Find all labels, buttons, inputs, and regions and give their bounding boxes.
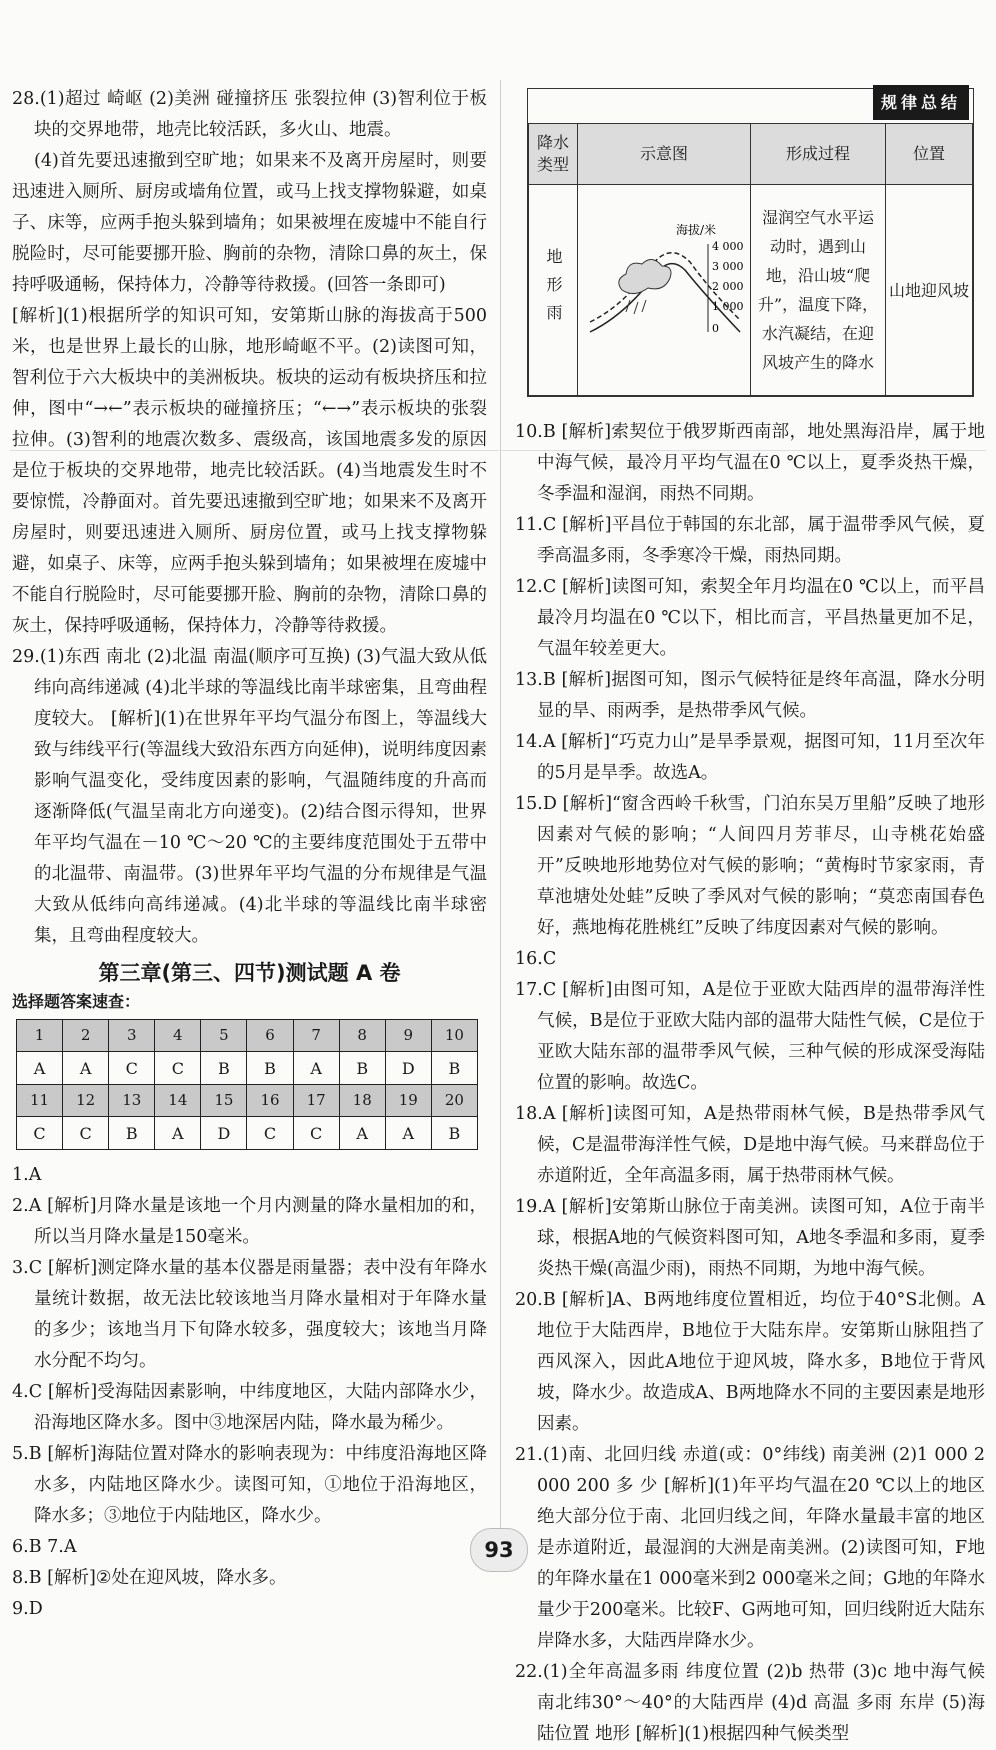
altitude-axis-title: 海拔/米 — [676, 223, 717, 237]
answer-number: 14 — [155, 1085, 201, 1117]
answer-item-9: 9.D — [12, 1599, 43, 1619]
answer-number: 1 — [17, 1020, 63, 1052]
answer-number: 10 — [431, 1020, 477, 1052]
answer-item-18: 18.A [解析]读图可知，A是热带雨林气候，B是热带季风气候，C是温带海洋性气候，D是地中海气候。马来群岛位于赤道附近，全年高温多雨，属于热带雨林气候。 — [515, 1104, 985, 1186]
answer-number: 12 — [63, 1085, 109, 1117]
answer-number: 9 — [385, 1020, 431, 1052]
answer-number: 8 — [339, 1020, 385, 1052]
altitude-tick: 1 000 — [712, 300, 744, 313]
orographic-rain-diagram — [578, 185, 751, 396]
altitude-tick: 3 000 — [712, 260, 744, 273]
answer-row-numbers — [17, 1085, 478, 1117]
answer-number: 15 — [201, 1085, 247, 1117]
q28-answer: 28.(1)超过 崎岖 (2)美洲 碰撞挤压 张裂拉伸 (3)智利位于板块的交界地带，地壳比较活跃，多火山、地震。 — [12, 89, 487, 140]
answer-item-4: 4.C [解析]受海陆因素影响，中纬度地区，大陆内部降水少，沿海地区降水多。图中③地深居内陆，降水最为稀少。 — [12, 1382, 487, 1433]
answer-cell: D — [385, 1052, 431, 1085]
rain-position: 山地迎风坡 — [886, 185, 973, 396]
answer-number: 19 — [385, 1085, 431, 1117]
answer-item-19: 19.A [解析]安第斯山脉位于南美洲。读图可知，A位于南半球，根据A地的气候资料图可知，A地冬季温和多雨，夏季炎热干燥(高温少雨)，雨热不同期，为地中海气候。 — [515, 1197, 985, 1279]
answer-item-11: 11.C [解析]平昌位于韩国的东北部，属于温带季风气候，夏季高温多雨，冬季寒冷干燥，雨热同期。 — [515, 515, 985, 566]
answer-item-12: 12.C [解析]读图可知，索契全年月均温在0 ℃以上，而平昌最冷月均温在0 ℃以下，相比而言，平昌热量更加不足，气温年较差更大。 — [515, 577, 985, 659]
answer-number: 20 — [431, 1085, 477, 1117]
answer-item-3: 3.C [解析]测定降水量的基本仪器是雨量器；表中没有年降水量统计数据，故无法比较该地当月降水量相对于年降水量的多少；该地当月下旬降水较多，强度较大；该地当月降水分配不均匀。 — [12, 1258, 487, 1371]
rule-summary-tag: 规律总结 — [873, 85, 969, 120]
answer-item-14: 14.A [解析]“巧克力山”是旱季景观，据图可知，11月至次年的5月是旱季。故选A。 — [515, 732, 985, 783]
answer-cell: A — [385, 1117, 431, 1150]
answer-cell: B — [109, 1117, 155, 1150]
header-position: 位置 — [886, 124, 973, 185]
answer-number: 13 — [109, 1085, 155, 1117]
answer-cell: B — [201, 1052, 247, 1085]
answer-cell: B — [339, 1052, 385, 1085]
answer-item-15: 15.D [解析]“窗含西岭千秋雪，门泊东吴万里船”反映了地形因素对气候的影响；“人间四月芳菲尽，山寺桃花始盛开”反映地形地势位对气候的影响；“黄梅时节家家雨，青草池塘处处蛙”反映了季风对气候的影响；“莫恋南国春色好，燕地梅花胜桃红”反映了纬度因素对气候的影响。 — [515, 794, 985, 938]
answer-row-letters — [17, 1052, 478, 1085]
answer-item-16: 16.C — [515, 949, 557, 969]
answer-item-21: 21.(1)南、北回归线 赤道(或：0°纬线) 南美洲 (2)1 000 2 000 200 多 少 [解析](1)年平均气温在20 ℃以上的地区绝大部分位于南、北回归线之间，年降水量最丰富的地区是赤道附近，最湿润的大洲是南美洲。(2)读图可知，F地的年降水量在1 000毫米到2 000毫米之间；G地的年降水量少于200毫米。比较F、G两地可知，回归线附近大陆东岸降水多，大陆西岸降水少。 — [515, 1445, 985, 1651]
altitude-tick: 0 — [712, 322, 719, 335]
rule-summary-box — [527, 88, 974, 397]
rain-drop — [642, 300, 646, 312]
header-process: 形成过程 — [751, 124, 886, 185]
answer-item-13: 13.B [解析]据图可知，图示气候特征是终年高温，降水分明显的旱、雨两季，是热带季风气候。 — [515, 670, 985, 721]
answer-number: 18 — [339, 1085, 385, 1117]
answer-cell: C — [155, 1052, 201, 1085]
header-diagram: 示意图 — [578, 124, 751, 185]
right-column — [515, 88, 985, 1750]
answer-number: 17 — [293, 1085, 339, 1117]
q28-analysis: [解析](1)根据所学的知识可知，安第斯山脉的海拔高于500米，也是世界上最长的山脉，地形崎岖不平。(2)读图可知，智利位于六大板块中的美洲板块。板块的运动有板块挤压和拉伸，图中“→←”表示板块的碰撞挤压；“←→”表示板块的张裂拉伸。(3)智利的地震次数多、震级高，该国地震多发的原因是位于板块的交界地带，地壳比较活跃。(4)当地震发生时不要惊慌，冷静面对。首先要迅速撤到空旷地；如果来不及离开房屋时，则要迅速进入厕所、厨房位置，或马上找支撑物躲避，如桌子、床等，应两手抱头躲到墙角；如果被埋在废墟中不能自行脱险时，尽可能要挪开脸、胸前的杂物，清除口鼻的灰土，保持呼吸通畅，保持体力，冷静等待救援。 — [12, 306, 487, 636]
answer-item-20: 20.B [解析]A、B两地纬度位置相近，均位于40°S北侧。A地位于大陆西岸，B地位于大陆东岸。安第斯山脉阻挡了西风深入，因此A地位于迎风坡，降水多，B地位于背风坡，降水少。故造成A、B两地降水不同的主要因素是地形因素。 — [515, 1290, 985, 1434]
answer-cell: A — [155, 1117, 201, 1150]
formation-process: 湿润空气水平运动时，遇到山地，沿山坡“爬升”，温度下降，水汽凝结，在迎风坡产生的降水 — [751, 185, 886, 396]
answer-table — [16, 1019, 478, 1150]
answer-row-numbers — [17, 1020, 478, 1052]
header-type: 降水类型 — [529, 124, 578, 185]
cloud-shape — [619, 259, 671, 293]
q29-answer: 29.(1)东西 南北 (2)北温 南温(顺序可互换) (3)气温大致从低纬向高纬递减 (4)北半球的等温线比南半球密集，且弯曲程度较大。 [解析](1)在世界年平均气温分布图上，等温线大致与纬线平行(等温线大致沿东西方向延伸)，说明纬度因素影响气温变化，受纬度因素的影响，气温随纬度的升高而逐渐降低(气温呈南北方向递变)。(2)结合图示得知，世界年平均气温在－10 ℃～20 ℃的主要纬度范围处于五带中的北温带、南温带。(3)世界年平均气温的分布规律是气温大致从低纬向高纬递减。(4)北半球的等温线比南半球密集，且弯曲程度较大。 — [12, 647, 487, 946]
rule-summary-table — [528, 123, 973, 396]
left-column — [12, 84, 487, 1625]
answer-number: 6 — [247, 1020, 293, 1052]
answer-item-2: 2.A [解析]月降水量是该地一个月内测量的降水量相加的和，所以当月降水量是150毫米。 — [12, 1196, 487, 1247]
q28-answer-part4: (4)首先要迅速撤到空旷地；如果来不及离开房屋时，则要迅速进入厕所、厨房或墙角位置，或马上找支撑物躲避，如桌子、床等，应两手抱头躲到墙角；如果被埋在废墟中不能自行脱险时，尽可能要挪开脸、胸前的杂物，清除口鼻的灰土，保持呼吸通畅，保持体力，冷静等待救援。(回答一条即可) — [12, 151, 487, 295]
answer-number: 5 — [201, 1020, 247, 1052]
rain-type-label: 地形雨 — [544, 248, 563, 332]
answer-number: 16 — [247, 1085, 293, 1117]
answer-number: 4 — [155, 1020, 201, 1052]
answer-cell: C — [293, 1117, 339, 1150]
answer-cell: C — [63, 1117, 109, 1150]
answer-row-letters — [17, 1117, 478, 1150]
answer-cell: A — [17, 1052, 63, 1085]
answer-cell: C — [247, 1117, 293, 1150]
answer-item-8: 8.B [解析]②处在迎风坡，降水多。 — [12, 1568, 287, 1588]
answer-item-5: 5.B [解析]海陆位置对降水的影响表现为：中纬度沿海地区降水多，内陆地区降水少。读图可知，①地位于沿海地区，降水多；③地位于内陆地区，降水少。 — [12, 1444, 487, 1526]
answer-item-22: 22.(1)全年高温多雨 纬度位置 (2)b 热带 (3)c 地中海气候 南北纬30°～40°的大陆西岸 (4)d 高温 多雨 东岸 (5)海陆位置 地形 [解析](1)根据四种气候类型 — [515, 1662, 985, 1744]
answer-number: 11 — [17, 1085, 63, 1117]
answer-cell: A — [63, 1052, 109, 1085]
answer-cell: A — [339, 1117, 385, 1150]
answer-item-1: 1.A — [12, 1165, 42, 1185]
answer-cell: B — [247, 1052, 293, 1085]
answer-number: 7 — [293, 1020, 339, 1052]
answer-item-6-7: 6.B 7.A — [12, 1537, 77, 1557]
altitude-tick: 4 000 — [712, 240, 744, 253]
page-number: 93 — [470, 1528, 528, 1572]
answer-item-10: 10.B [解析]索契位于俄罗斯西南部，地处黑海沿岸，属于地中海气候，最冷月平均气温在0 ℃以上，夏季炎热干燥，冬季温和湿润，雨热不同期。 — [515, 422, 985, 504]
answer-item-17: 17.C [解析]由图可知，A是位于亚欧大陆西岸的温带海洋性气候，B是位于亚欧大陆内部的温带大陆性气候，C是位于亚欧大陆东部的温带季风气候，三种气候的形成深受海陆位置的影响。故选C。 — [515, 980, 985, 1093]
answer-cell: C — [109, 1052, 155, 1085]
answer-cell: B — [431, 1052, 477, 1085]
answer-number: 3 — [109, 1020, 155, 1052]
answer-cell: C — [17, 1117, 63, 1150]
altitude-tick: 2 000 — [712, 280, 744, 293]
column-divider — [500, 80, 501, 1530]
answer-cell: B — [431, 1117, 477, 1150]
quick-check-label: 选择题答案速查： — [12, 992, 141, 1011]
rain-drop — [634, 302, 638, 314]
answer-cell: D — [201, 1117, 247, 1150]
mountain-diagram-svg — [580, 220, 748, 350]
answer-cell: A — [293, 1052, 339, 1085]
answer-number: 2 — [63, 1020, 109, 1052]
chapter-title: 第三章(第三、四节)测试题 A 卷 — [98, 961, 401, 985]
